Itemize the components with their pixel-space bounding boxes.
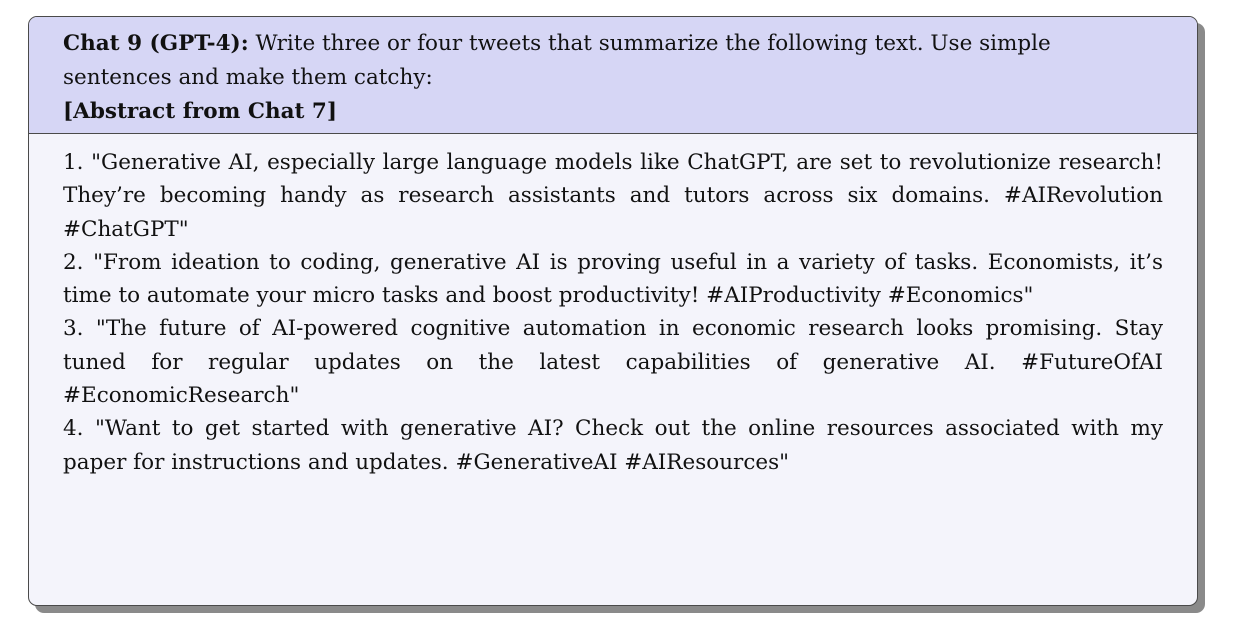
tweet-2: 2. "From ideation to coding, generative AI is proving useful in a variety of tasks. Economists, it’s time to automate your micro tasks and boost productivity! #AIProductivity #Economics"	[63, 249, 1163, 309]
chat-box	[28, 16, 1198, 606]
response-section	[29, 134, 1197, 479]
tweet-4: 4. "Want to get started with generative AI? Check out the online resources associated with my paper for instructions and updates. #GenerativeAI #AIResources"	[63, 416, 1163, 475]
prompt-text: Write three or four tweets that summarize the following text. Use simple sentences and make them catchy:	[63, 31, 1051, 90]
tweet-3: 3. "The future of AI-powered cognitive automation in economic research looks promising. Stay tuned for regular updates on the latest capabilities of generative AI. #FutureOfAI #EconomicResearch"	[63, 316, 1163, 409]
prompt-placeholder: [Abstract from Chat 7]	[63, 99, 338, 124]
prompt-section	[29, 17, 1197, 134]
chat-label: Chat 9 (GPT-4):	[63, 31, 249, 56]
tweet-1: 1. "Generative AI, especially large language models like ChatGPT, are set to revolutionize research! They’re becoming handy as research assistants and tutors across six domains. #AIRevolution #ChatGPT"	[63, 150, 1163, 242]
